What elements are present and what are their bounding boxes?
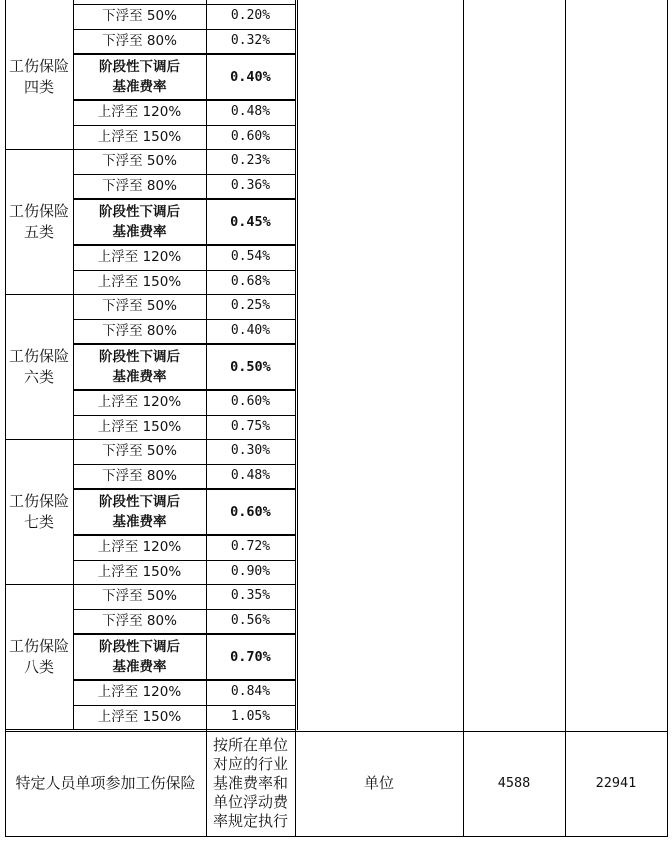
float-rate-label: 上浮至 120% <box>97 249 182 266</box>
left-border <box>5 0 6 837</box>
float-rate-value: 0.68% <box>230 273 271 289</box>
float-rate-value: 0.40% <box>230 322 271 338</box>
baseline-rate-label-line: 阶段性下调后 <box>99 493 180 510</box>
emphasis-border <box>73 344 296 345</box>
baseline-rate-label <box>73 488 206 535</box>
float-rate-value: 0.32% <box>230 32 271 48</box>
float-rate-value: 0.56% <box>230 612 271 628</box>
industry-category-line: 工伤保险 <box>8 56 69 75</box>
float-rate-value: 0.25% <box>230 298 271 314</box>
emphasis-border <box>73 634 296 635</box>
float-rate-label: 上浮至 120% <box>97 539 182 556</box>
float-rate-label: 上浮至 120% <box>97 104 182 121</box>
baseline-rate-label-lines <box>99 347 180 387</box>
float-rate-value: 0.48% <box>230 467 271 483</box>
baseline-rate-label <box>73 343 206 390</box>
float-rate-value: 0.35% <box>230 588 271 604</box>
float-rate-label: 上浮至 150% <box>97 273 182 290</box>
baseline-rate-value: 0.70% <box>230 648 271 665</box>
float-rate-label: 上浮至 150% <box>97 708 182 725</box>
baseline-rate-label-line: 基准费率 <box>112 78 167 95</box>
baseline-rate-label-line: 阶段性下调后 <box>99 58 180 75</box>
industry-category <box>5 294 73 439</box>
float-rate-value: 0.60% <box>230 394 271 410</box>
industry-category-line: 工伤保险 <box>8 491 69 510</box>
float-rate-value: 1.05% <box>230 708 271 724</box>
baseline-rate-value: 0.60% <box>230 503 271 520</box>
float-rate-value: 0.30% <box>230 443 271 459</box>
float-rate-label: 下浮至 50% <box>102 153 177 170</box>
rate-column-border <box>295 0 296 837</box>
float-rate-label: 下浮至 80% <box>102 612 177 629</box>
baseline-rate-label <box>73 198 206 245</box>
rate-column-border-inner <box>297 0 298 730</box>
float-rate-value: 0.60% <box>230 128 271 144</box>
baseline-rate-label-line: 阶段性下调后 <box>99 348 180 365</box>
float-rate-label: 下浮至 50% <box>102 8 177 25</box>
float-rate-value: 0.48% <box>230 104 271 120</box>
float-rate-label: 下浮至 80% <box>102 177 177 194</box>
baseline-rate-label-lines <box>99 57 180 97</box>
industry-category <box>5 149 73 294</box>
float-rate-value: 0.75% <box>230 418 271 434</box>
industry-category-lines <box>9 346 69 388</box>
industry-category-line: 六类 <box>23 367 54 386</box>
right-border <box>667 0 668 837</box>
industry-category-lines <box>9 491 69 533</box>
float-rate-label: 下浮至 50% <box>102 443 177 460</box>
payer-column-border <box>463 0 464 837</box>
emphasis-border <box>73 199 296 200</box>
baseline-rate-label-line: 阶段性下调后 <box>99 638 180 655</box>
industry-category <box>5 4 73 149</box>
table-bottom-border <box>5 836 668 837</box>
float-rate-value: 0.84% <box>230 684 271 700</box>
baseline-rate-label <box>73 633 206 680</box>
baseline-rate-label-lines <box>99 637 180 677</box>
float-rate-value: 0.90% <box>230 563 271 579</box>
label-column-border <box>206 0 207 837</box>
baseline-rate-label-lines <box>99 492 180 532</box>
baseline-rate-label <box>73 53 206 100</box>
industry-category-line: 四类 <box>23 77 54 96</box>
industry-category-line: 工伤保险 <box>8 346 69 365</box>
industry-category <box>5 439 73 584</box>
float-rate-value: 0.23% <box>230 153 271 169</box>
float-rate-value: 0.36% <box>230 177 271 193</box>
float-rate-label: 上浮至 120% <box>97 684 182 701</box>
special-row-rule-line: 按所在单位 <box>212 735 288 754</box>
baseline-rate-label-line: 基准费率 <box>112 658 167 675</box>
count-column-border <box>565 0 566 837</box>
special-row-rule-line: 率规定执行 <box>212 811 288 830</box>
industry-category <box>5 584 73 729</box>
float-rate-value: 0.20% <box>230 8 271 24</box>
float-rate-label: 上浮至 120% <box>97 394 182 411</box>
float-rate-label: 下浮至 50% <box>102 298 177 315</box>
float-rate-value: 0.54% <box>230 249 271 265</box>
float-rate-label: 上浮至 150% <box>97 563 182 580</box>
category-column-border <box>73 0 74 730</box>
industry-category-line: 八类 <box>23 657 54 676</box>
baseline-rate-label-line: 阶段性下调后 <box>99 203 180 220</box>
float-rate-label: 下浮至 80% <box>102 322 177 339</box>
special-row-rule-lines <box>213 736 288 831</box>
industry-category-line: 七类 <box>23 512 54 531</box>
special-row-rule-line: 单位浮动费 <box>212 792 288 811</box>
baseline-rate-label-line: 基准费率 <box>112 513 167 530</box>
special-row-name: 特定人员单项参加工伤保险 <box>15 774 196 792</box>
special-row-rule <box>206 730 295 836</box>
industry-category-line: 工伤保险 <box>8 201 69 220</box>
emphasis-border <box>73 54 296 55</box>
industry-category-lines <box>9 201 69 243</box>
baseline-rate-value: 0.40% <box>230 68 271 85</box>
special-row-rule-line: 基准费率和 <box>212 773 288 792</box>
industry-category-line: 五类 <box>23 222 54 241</box>
float-rate-label: 下浮至 80% <box>102 467 177 484</box>
industry-category-lines <box>9 56 69 98</box>
special-row-count2: 22941 <box>595 775 637 791</box>
float-rate-label: 上浮至 150% <box>97 128 182 145</box>
float-rate-label: 下浮至 50% <box>102 588 177 605</box>
emphasis-border <box>73 489 296 490</box>
special-row-rule-line: 对应的行业 <box>212 754 288 773</box>
baseline-rate-value: 0.45% <box>230 213 271 230</box>
special-row-payer: 单位 <box>363 774 394 792</box>
float-rate-label: 上浮至 150% <box>97 418 182 435</box>
float-rate-label: 下浮至 80% <box>102 32 177 49</box>
baseline-rate-label-line: 基准费率 <box>112 368 167 385</box>
baseline-rate-label-lines <box>99 202 180 242</box>
special-row-count1: 4588 <box>497 775 531 791</box>
baseline-rate-label-line: 基准费率 <box>112 223 167 240</box>
industry-category-lines <box>9 636 69 678</box>
industry-category-line: 工伤保险 <box>8 636 69 655</box>
baseline-rate-value: 0.50% <box>230 358 271 375</box>
float-rate-value: 0.72% <box>230 539 271 555</box>
